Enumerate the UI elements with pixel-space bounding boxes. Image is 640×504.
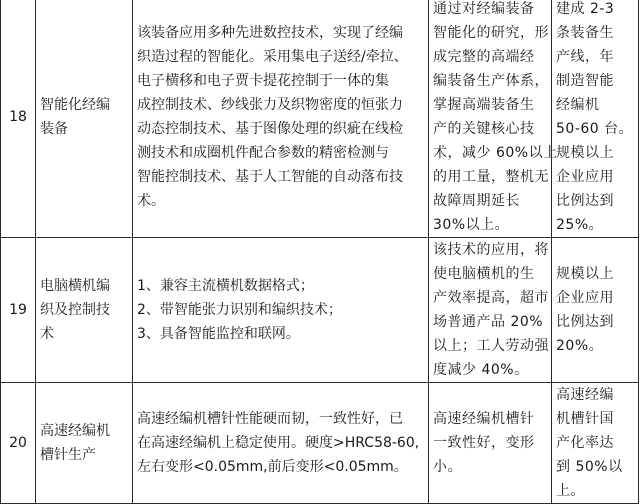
expected-effect: 通过对经编装备 智能化的研究，形 成完整的高端经 编装备生产体系， 掌握高端装备生 产的关键核心技 术，减少 60%以上 的用工量，整机无 故障周期延长 30%以上。 (429, 0, 552, 238)
technology-name: 智能化经编 装备 (36, 0, 133, 238)
row-number: 18 (1, 0, 36, 238)
row-number: 20 (1, 383, 36, 504)
table-row (1, 0, 639, 238)
technology-description: 高速经编机槽针性能硬而韧，一致性好，已 在高速经编机上稳定使用。硬度>HRC58-60, 左右变形<0.05mm,前后变形<0.05mm。 (133, 383, 429, 504)
expected-effect: 高速经编机槽针 一致性好，变形 小。 (429, 383, 552, 504)
technology-name: 电脑横机编 织及控制技 术 (36, 238, 133, 383)
expected-effect: 该技术的应用，将 使电脑横机的生 产效率提高，超市 场普通产品 20% 以上；工人劳动强 度减少 40%。 (429, 238, 552, 383)
development-target: 规模以上 企业应用 比例达到 20%。 (552, 238, 639, 383)
technology-description: 1、兼容主流横机数据格式； 2、带智能张力识别和编织技术； 3、具备智能监控和联网。 (133, 238, 429, 383)
table-row (1, 238, 639, 383)
table-row (1, 383, 639, 504)
development-target: 高速经编 机槽针国 产化率达 到 50%以 上。 (552, 383, 639, 504)
development-target: 建成 2-3 条装备生 产线，年 制造智能 经编机 50-60 台。 规模以上 企业应用 比例达到 25%。 (552, 0, 639, 238)
technology-name: 高速经编机 槽针生产 (36, 383, 133, 504)
row-number: 19 (1, 238, 36, 383)
technology-description: 该装备应用多种先进数控技术，实现了经编 织造过程的智能化。采用集电子送经/牵拉、 电子横移和电子贾卡提花控制于一体的集 成控制技术、纱线张力及织物密度的恒张力 动态控制技术、基于图像处理的织疵在线检 测技术和成圈机件配合参数的精密检测与 智能控制技术、基于人工智能的自动落布技 术。 (133, 0, 429, 238)
